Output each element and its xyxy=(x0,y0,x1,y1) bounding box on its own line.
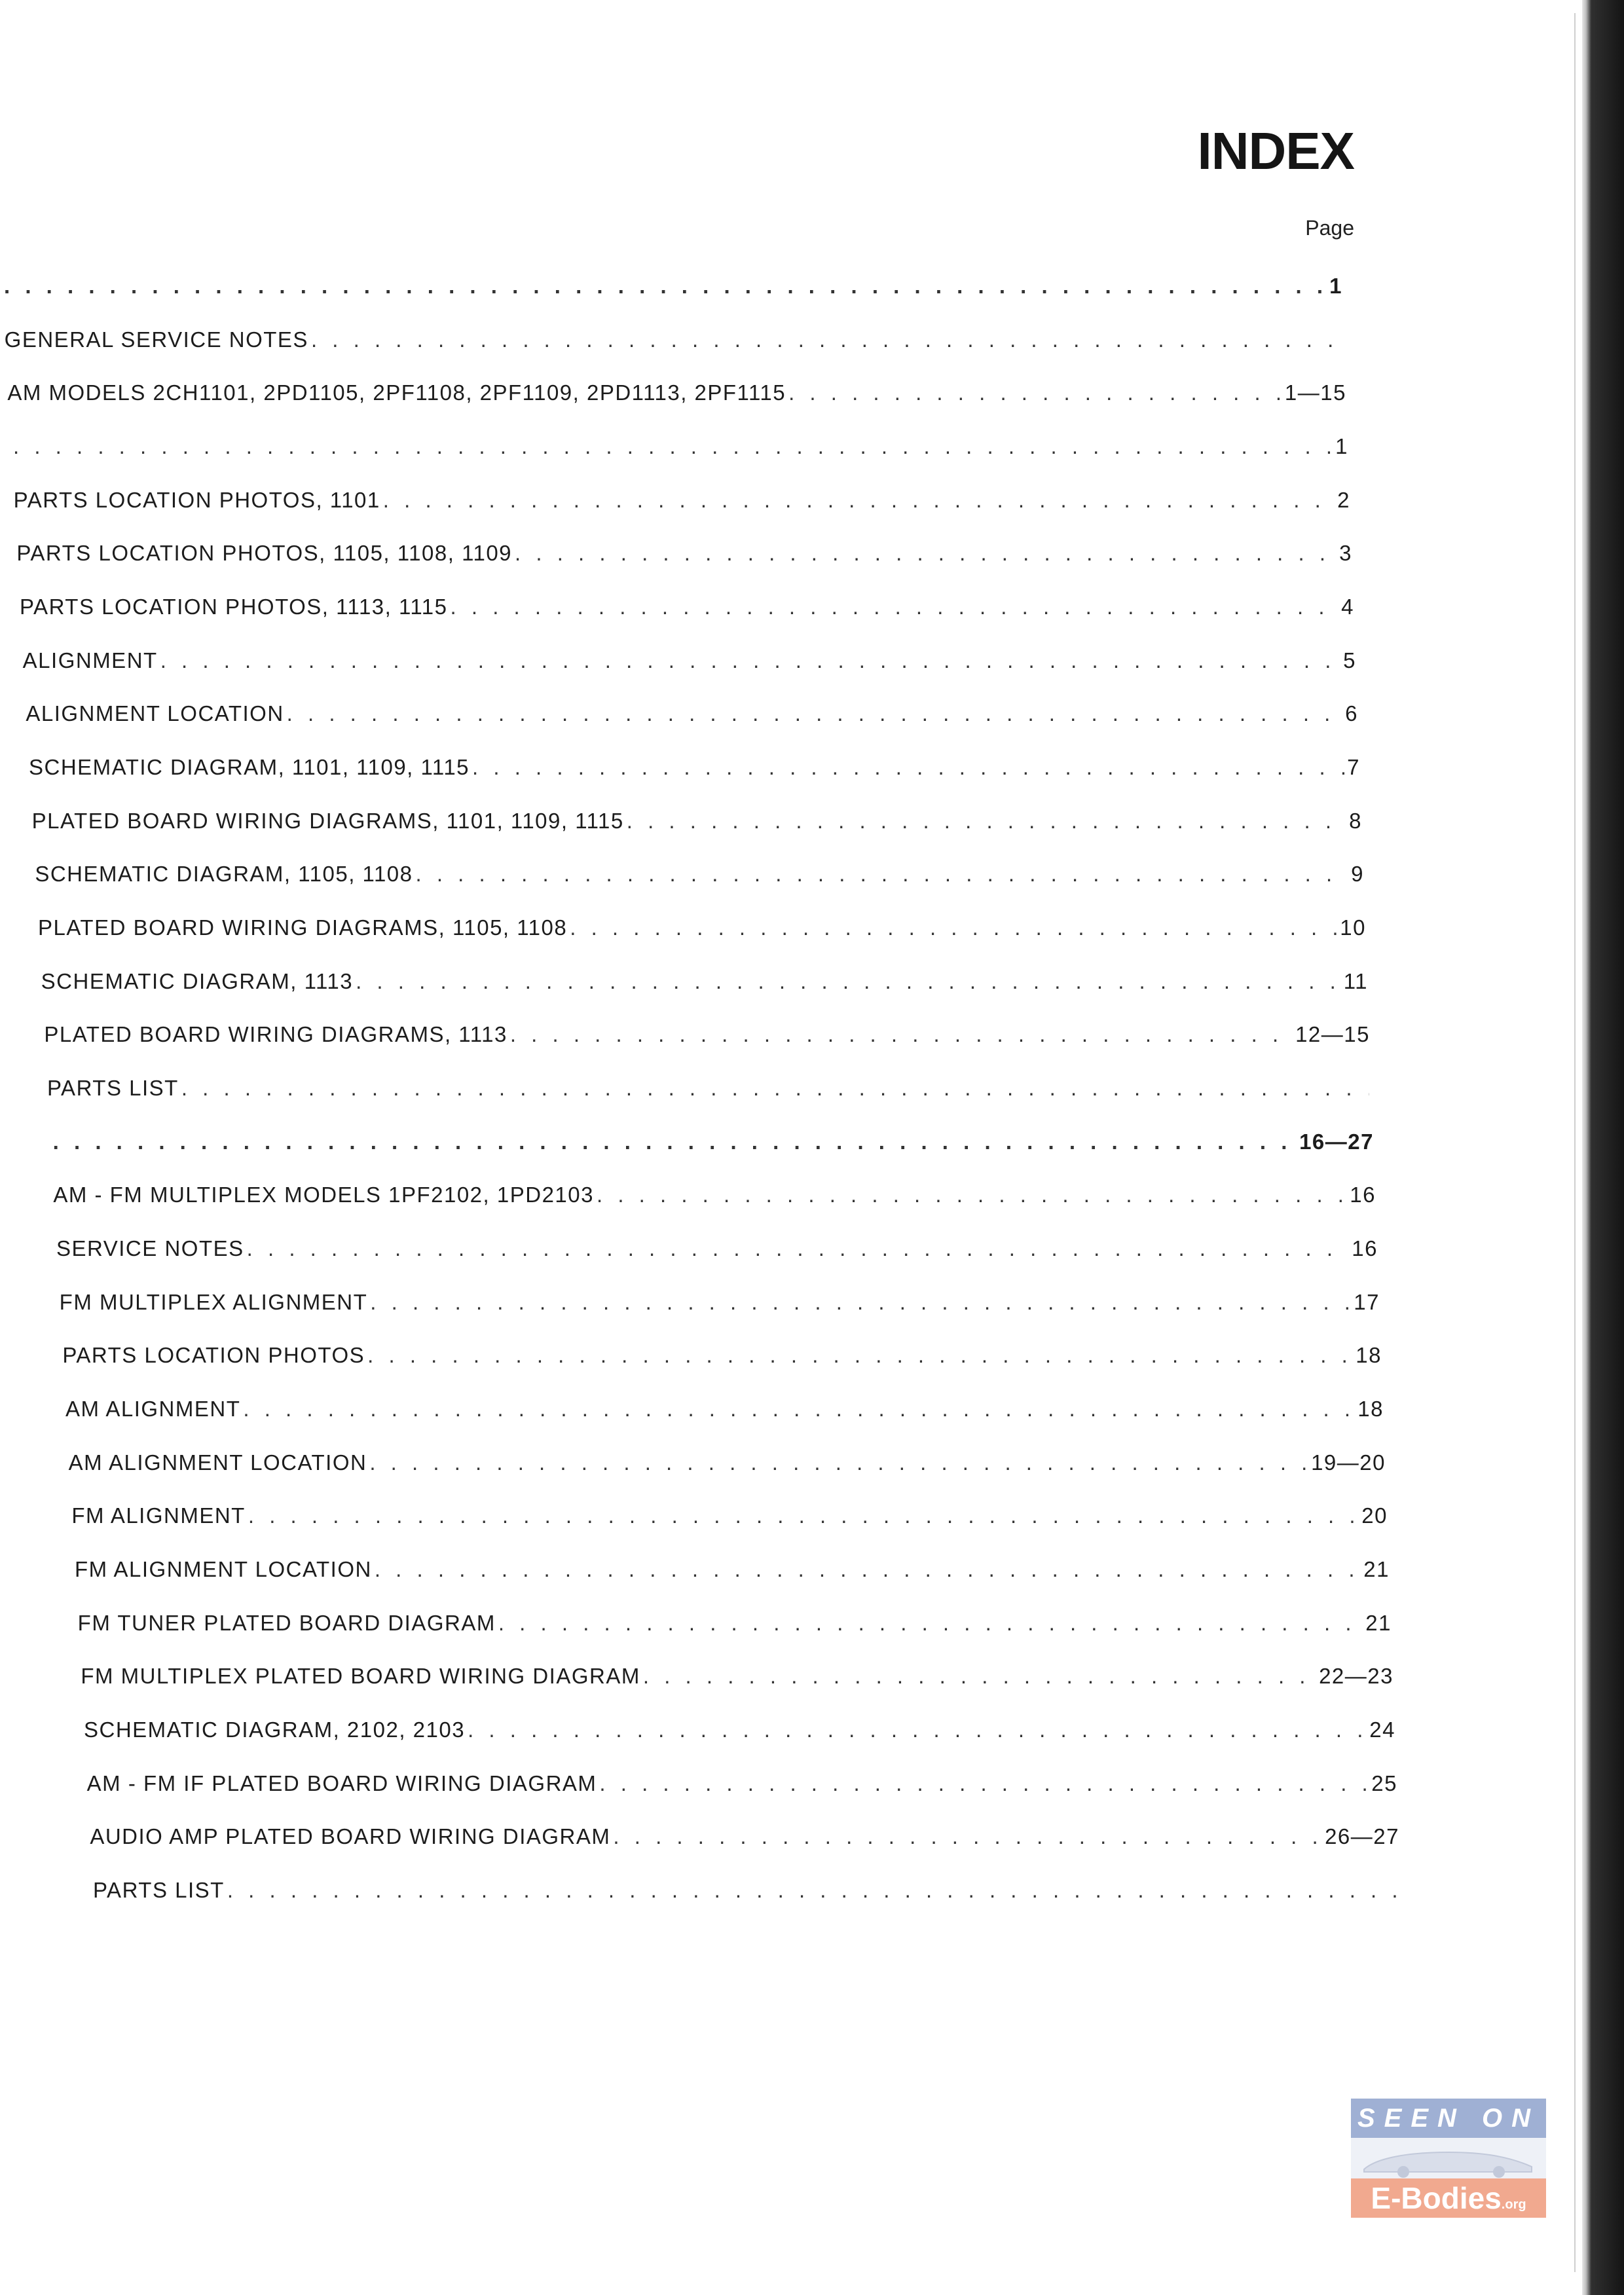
toc-entry-page: 9 xyxy=(1351,862,1364,887)
toc-entry-page: 8 xyxy=(1349,808,1362,833)
toc-entry-title: AUDIO AMP PLATED BOARD WIRING DIAGRAM xyxy=(90,1824,611,1849)
toc-entry-page: 10 xyxy=(1340,915,1366,940)
toc-entry-page: 24 xyxy=(1369,1717,1395,1742)
toc-entry-title: FM ALIGNMENT LOCATION xyxy=(75,1557,372,1581)
toc-entry-title: AM MODELS 2CH1101, 2PD1105, 2PF1108, 2PF1109, 2PD1113, 2PF1115 xyxy=(7,380,786,405)
toc-entry-page: 16 xyxy=(1352,1236,1378,1260)
toc-entry xyxy=(84,1711,1395,1742)
toc-entry xyxy=(44,1016,1370,1047)
toc-entry-title: FM MULTIPLEX PLATED BOARD WIRING DIAGRAM xyxy=(81,1664,640,1689)
toc-dot-leader xyxy=(570,915,1337,940)
toc-entry xyxy=(41,963,1368,994)
toc-entry xyxy=(65,1390,1384,1422)
toc-entry xyxy=(81,1657,1393,1689)
toc-entry-page: 16 xyxy=(1350,1183,1376,1207)
toc-dot-leader xyxy=(627,809,1346,834)
logo-ebodies-text: E-Bodies xyxy=(1371,2181,1502,2215)
toc-entry-title: FM ALIGNMENT xyxy=(71,1503,246,1528)
toc-entry-title: GENERAL SERVICE NOTES xyxy=(4,327,308,352)
page-title: INDEX xyxy=(1197,122,1354,180)
toc-entry-title: PLATED BOARD WIRING DIAGRAMS, 1101, 1109, 1115 xyxy=(31,808,624,833)
toc-dot-leader xyxy=(416,862,1349,887)
toc-entry-page: 12—15 xyxy=(1295,1022,1370,1047)
toc-entry xyxy=(1,267,1342,299)
toc-entry xyxy=(75,1551,1390,1582)
logo-bottom-band xyxy=(1351,2178,1546,2218)
toc-entry-title: ALIGNMENT xyxy=(22,648,158,672)
toc-entry xyxy=(69,1444,1386,1475)
toc-dot-leader xyxy=(287,701,1342,726)
toc-entry xyxy=(16,534,1352,566)
toc-entry xyxy=(32,802,1362,834)
toc-dot-leader xyxy=(472,755,1344,780)
toc-dot-leader xyxy=(498,1611,1363,1636)
toc-entry xyxy=(47,1069,1372,1101)
toc-entry-title: FM TUNER PLATED BOARD DIAGRAM xyxy=(77,1610,496,1635)
toc-dot-leader xyxy=(613,1824,1322,1849)
toc-entry-page: 25 xyxy=(1371,1771,1397,1795)
seen-on-ebodies-logo xyxy=(1351,2099,1546,2218)
toc-entry xyxy=(93,1871,1401,1903)
toc-entry xyxy=(5,321,1344,352)
toc-entry-page: 21 xyxy=(1365,1610,1392,1635)
toc-entry xyxy=(7,374,1346,405)
toc-entry xyxy=(62,1336,1382,1368)
toc-dot-leader xyxy=(160,648,1340,673)
toc-entry xyxy=(29,748,1360,780)
toc-entry-title: AM ALIGNMENT xyxy=(65,1397,241,1421)
toc-entry xyxy=(10,428,1348,459)
toc-entry xyxy=(23,642,1356,673)
logo-top-band: SEEN ON xyxy=(1351,2099,1546,2138)
toc-entry-page: 19—20 xyxy=(1311,1450,1386,1475)
toc-entry-page: 26—27 xyxy=(1325,1824,1399,1849)
toc-dot-leader xyxy=(311,327,1342,352)
toc-entry xyxy=(53,1176,1376,1207)
toc-entry xyxy=(71,1497,1388,1528)
toc-dot-leader xyxy=(375,1557,1361,1582)
toc-dot-leader xyxy=(597,1183,1347,1207)
toc-entry-title: SCHEMATIC DIAGRAM, 1113 xyxy=(41,968,354,993)
toc-entry-page: 16—27 xyxy=(1299,1129,1374,1154)
toc-entry-page: 1—15 xyxy=(1284,380,1346,405)
toc-entry-page: 11 xyxy=(1343,968,1368,993)
toc-entry-title: SCHEMATIC DIAGRAM, 2102, 2103 xyxy=(84,1717,466,1742)
toc-dot-leader xyxy=(248,1503,1359,1528)
toc-entry xyxy=(78,1604,1392,1636)
toc-entry-title: PARTS LOCATION PHOTOS, 1113, 1115 xyxy=(20,595,448,619)
toc-entry-page: 1 xyxy=(1335,434,1348,458)
toc-dot-leader xyxy=(13,434,1333,459)
toc-entry-page: 7 xyxy=(1347,755,1360,779)
toc-entry-page: 4 xyxy=(1341,595,1354,619)
toc-entry-title: SCHEMATIC DIAGRAM, 1105, 1108 xyxy=(35,862,413,887)
toc-entry-title: PARTS LOCATION PHOTOS xyxy=(62,1343,365,1368)
toc-entry-title: PARTS LIST xyxy=(47,1076,179,1100)
toc-dot-leader xyxy=(369,1450,1308,1475)
toc-dot-leader xyxy=(510,1022,1293,1047)
toc-entry xyxy=(90,1818,1399,1849)
toc-entry-page: 22—23 xyxy=(1319,1664,1393,1689)
toc-entry-page: 6 xyxy=(1345,701,1358,726)
toc-dot-leader xyxy=(468,1717,1367,1742)
toc-dot-leader xyxy=(367,1343,1353,1368)
toc-dot-leader xyxy=(356,969,1341,994)
toc-entry-title: AM ALIGNMENT LOCATION xyxy=(68,1450,367,1475)
toc-entry-page: 5 xyxy=(1343,648,1356,672)
toc-entry-page: 2 xyxy=(1337,487,1350,512)
toc-dot-leader xyxy=(181,1076,1369,1101)
toc-dot-leader xyxy=(227,1878,1399,1903)
toc-entry xyxy=(56,1230,1378,1261)
toc-entry-page: 21 xyxy=(1363,1557,1390,1581)
toc-entry-page: 1 xyxy=(1329,274,1342,298)
logo-org-suffix: .org xyxy=(1501,2197,1526,2212)
toc-dot-leader xyxy=(4,274,1327,299)
toc-entry-title: AM - FM IF PLATED BOARD WIRING DIAGRAM xyxy=(86,1771,597,1795)
toc-dot-leader xyxy=(515,541,1337,566)
toc-entry-title: PLATED BOARD WIRING DIAGRAMS, 1113 xyxy=(44,1022,507,1047)
toc-entry-title: PARTS LIST xyxy=(93,1878,225,1902)
toc-entry xyxy=(14,481,1350,513)
toc-entry-title: SCHEMATIC DIAGRAM, 1101, 1109, 1115 xyxy=(29,755,470,779)
toc-dot-leader xyxy=(370,1290,1351,1315)
toc-dot-leader xyxy=(53,1129,1297,1154)
toc-dot-leader xyxy=(243,1397,1355,1422)
toc-dot-leader xyxy=(643,1664,1316,1689)
toc-entry xyxy=(38,909,1366,940)
toc-entry-page: 3 xyxy=(1339,541,1352,566)
toc-entry-title: PARTS LOCATION PHOTOS, 1105, 1108, 1109 xyxy=(16,541,513,566)
toc-entry xyxy=(60,1283,1380,1315)
toc-entry-title: ALIGNMENT LOCATION xyxy=(26,701,284,726)
toc-entry-title: PARTS LOCATION PHOTOS, 1101 xyxy=(13,487,380,512)
toc-entry-title: AM - FM MULTIPLEX MODELS 1PF2102, 1PD2103 xyxy=(53,1183,594,1207)
toc-dot-leader xyxy=(451,595,1339,619)
toc-entry xyxy=(20,588,1354,619)
toc-entry-title: SERVICE NOTES xyxy=(56,1236,244,1260)
toc-entry-title: PLATED BOARD WIRING DIAGRAMS, 1105, 1108 xyxy=(38,915,568,940)
toc-entry-page: 18 xyxy=(1357,1397,1384,1421)
toc-entry xyxy=(35,855,1364,887)
toc-dot-leader xyxy=(247,1236,1350,1261)
toc-entry-page: 17 xyxy=(1354,1289,1380,1314)
toc-entry-title: FM MULTIPLEX ALIGNMENT xyxy=(59,1289,368,1314)
car-silhouette-icon xyxy=(1351,2138,1546,2178)
toc-dot-leader xyxy=(599,1771,1369,1796)
toc-entry xyxy=(87,1765,1397,1796)
toc-entry xyxy=(50,1123,1374,1154)
toc-entry xyxy=(26,695,1358,726)
toc-dot-leader xyxy=(383,488,1335,513)
toc-entry-page: 18 xyxy=(1356,1343,1382,1368)
toc-dot-leader xyxy=(788,380,1282,405)
page-column-header: Page xyxy=(1305,216,1354,240)
toc-entry-page: 20 xyxy=(1361,1503,1388,1528)
